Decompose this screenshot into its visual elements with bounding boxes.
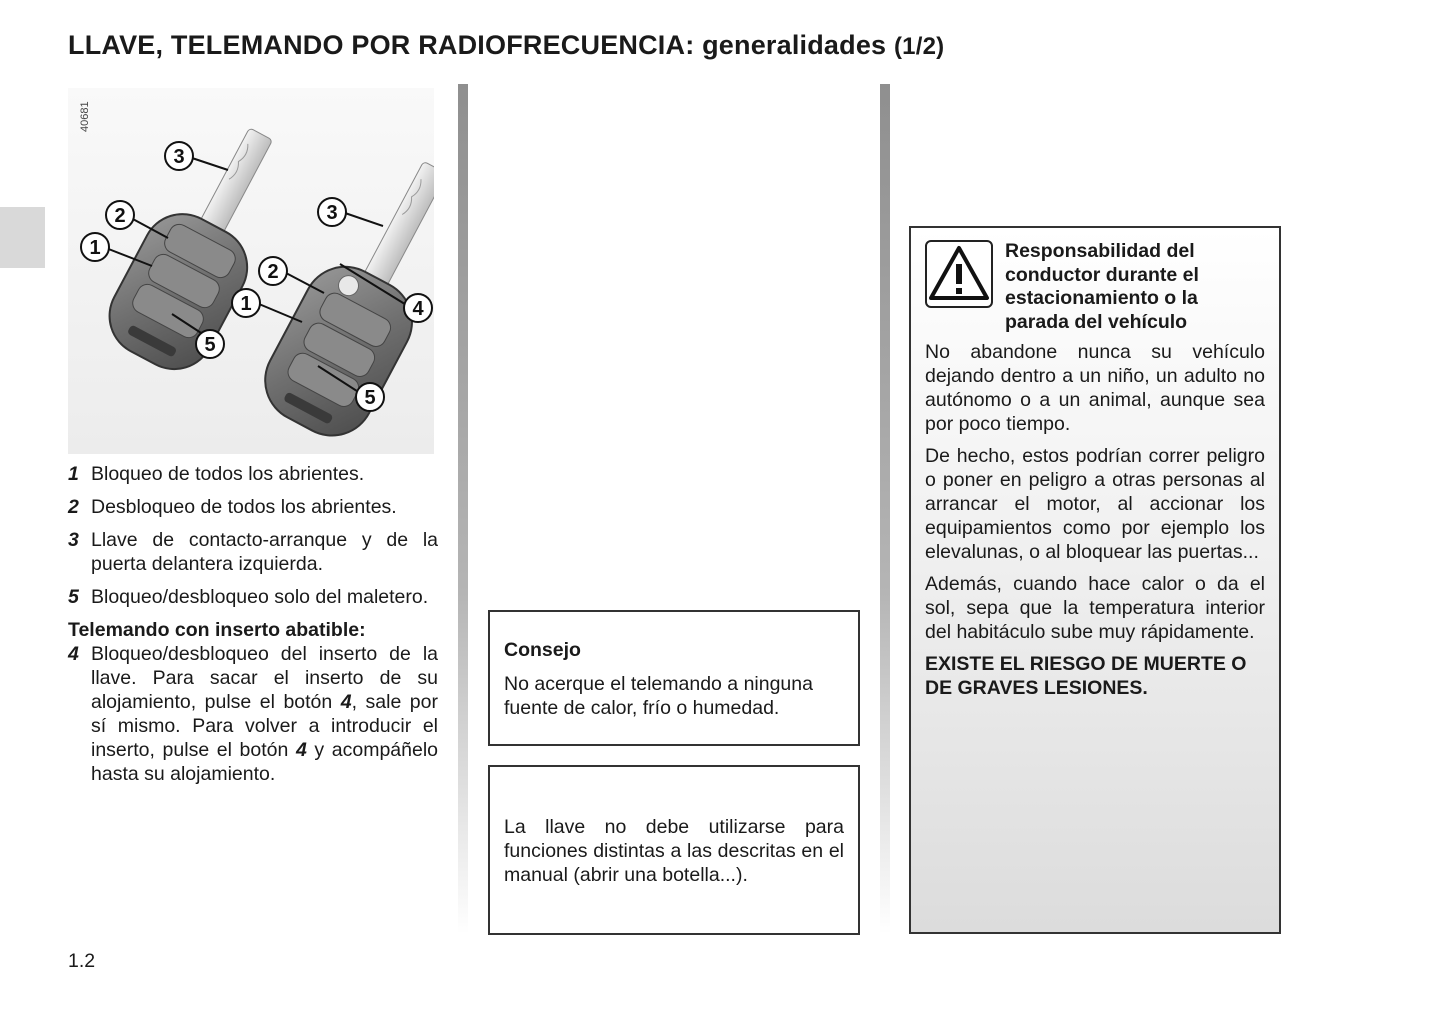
tip-text: No acerque el telemando a ninguna fuente de calor, frío o humedad. bbox=[504, 673, 813, 719]
legend-num: 2 bbox=[68, 496, 79, 518]
callout-2a bbox=[106, 201, 134, 229]
svg-text:1: 1 bbox=[89, 237, 101, 259]
key-right bbox=[250, 142, 434, 451]
column-divider-2 bbox=[880, 84, 890, 934]
legend-num: 5 bbox=[68, 586, 79, 608]
svg-text:3: 3 bbox=[326, 202, 338, 224]
callout-2b bbox=[259, 257, 287, 285]
callout-5a bbox=[196, 330, 224, 358]
svg-text:4: 4 bbox=[412, 298, 424, 320]
key-illustration bbox=[68, 88, 434, 454]
legend-text: Bloqueo/desbloqueo del inserto de la llave. Para sacar el inserto de su alojamiento, pulse el botón 4, sale por sí mismo. Para volver a introducir el inserto, pulse el botón 4 y acompáñelo hasta su alojamiento. bbox=[91, 643, 439, 785]
warning-risk: EXISTE EL RIESGO DE MUERTE O DE GRAVES LESIONES. bbox=[925, 653, 1247, 699]
legend-num: 4 bbox=[68, 643, 79, 665]
svg-text:2: 2 bbox=[267, 261, 279, 283]
warning-box bbox=[909, 226, 1281, 934]
callout-4 bbox=[404, 294, 432, 322]
legend-item-4 bbox=[68, 642, 438, 786]
page-title-main: LLAVE, TELEMANDO POR RADIOFRECUENCIA: generalidades bbox=[68, 30, 887, 60]
legend-text: Llave de contacto-arranque y de la puerta delantera izquierda. bbox=[91, 529, 438, 575]
callout-5b bbox=[356, 383, 384, 411]
chapter-tab bbox=[0, 207, 45, 268]
legend-num: 1 bbox=[68, 463, 79, 485]
note-text: La llave no debe utilizarse para funciones distintas a las descritas en el manual (abrir una botella...). bbox=[504, 816, 844, 886]
svg-text:2: 2 bbox=[114, 205, 126, 227]
legend-text: Bloqueo/desbloqueo solo del maletero. bbox=[91, 586, 429, 608]
page-title-part: (1/2) bbox=[893, 33, 945, 60]
warning-paragraph: Además, cuando hace calor o da el sol, sepa que la temperatura interior del habitáculo sube muy rápidamente. bbox=[925, 573, 1265, 643]
legend-text: Bloqueo de todos los abrientes. bbox=[91, 463, 365, 485]
warning-paragraph: De hecho, estos podrían correr peligro o poner en peligro a otras personas al arrancar el motor, al accionar los equipamientos como por ejemplo los elevalunas, o al bloquear las puertas... bbox=[925, 445, 1265, 563]
warning-title: Responsabilidad del conductor durante el estacionamiento o la parada del vehículo bbox=[1005, 240, 1199, 333]
page-number: 1.2 bbox=[68, 950, 96, 972]
remote-subheading: Telemando con inserto abatible: bbox=[68, 619, 366, 641]
legend-item bbox=[68, 585, 438, 609]
column-divider-1 bbox=[458, 84, 468, 934]
legend-item bbox=[68, 495, 438, 519]
figure-code: 40681 bbox=[79, 101, 91, 132]
callout-3a bbox=[165, 142, 193, 170]
callout-1a bbox=[81, 233, 109, 261]
legend-item bbox=[68, 528, 438, 576]
warning-triangle-icon bbox=[925, 240, 993, 308]
svg-text:5: 5 bbox=[204, 334, 216, 356]
legend bbox=[68, 462, 438, 786]
tip-title: Consejo bbox=[504, 639, 581, 661]
svg-text:3: 3 bbox=[173, 146, 185, 168]
tip-box bbox=[488, 610, 860, 746]
svg-text:5: 5 bbox=[364, 387, 376, 409]
legend-item bbox=[68, 462, 438, 486]
warning-paragraph: No abandone nunca su vehículo dejando dentro a un niño, un adulto no autónomo o a un animal, aunque sea por poco tiempo. bbox=[925, 341, 1265, 435]
callout-1b bbox=[232, 289, 260, 317]
page-title bbox=[68, 30, 944, 61]
legend-text: Desbloqueo de todos los abrientes. bbox=[91, 496, 397, 518]
svg-text:1: 1 bbox=[240, 293, 252, 315]
legend-num: 3 bbox=[68, 529, 79, 551]
callout-3b bbox=[318, 198, 346, 226]
note-box bbox=[488, 765, 860, 935]
